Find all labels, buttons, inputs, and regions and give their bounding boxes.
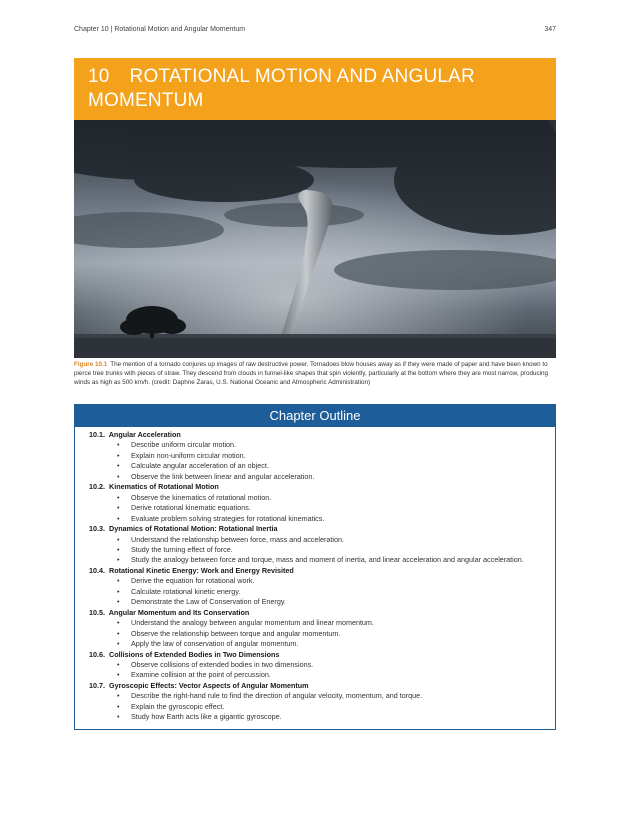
outline-section bbox=[89, 430, 545, 440]
chapter-banner bbox=[74, 58, 556, 120]
running-title: Chapter 10 | Rotational Motion and Angular Momentum bbox=[74, 26, 246, 33]
objective-item: • Apply the law of conservation of angular momentum. bbox=[117, 639, 545, 649]
objective-item: • Examine collision at the point of percussion. bbox=[117, 670, 545, 680]
objective-item: • Study the turning effect of force. bbox=[117, 545, 545, 555]
section-title: Rotational Kinetic Energy: Work and Energy Revisited bbox=[109, 565, 294, 575]
page-number: 347 bbox=[544, 26, 556, 33]
outline-section bbox=[89, 482, 545, 492]
objective-item: • Calculate angular acceleration of an object. bbox=[117, 461, 545, 471]
objective-item: • Understand the relationship between force, mass and acceleration. bbox=[117, 535, 545, 545]
objective-item: • Describe the right-hand rule to find the direction of angular velocity, momentum, and torque. bbox=[117, 691, 545, 701]
objective-item: • Explain the gyroscopic effect. bbox=[117, 702, 545, 712]
objective-list bbox=[89, 691, 545, 722]
tornado-photo bbox=[74, 120, 556, 358]
figure-label: Figure 10.1 bbox=[74, 361, 108, 368]
outline-body bbox=[75, 427, 555, 723]
section-number: 10.2. bbox=[89, 482, 105, 492]
outline-section bbox=[89, 681, 545, 691]
objective-item: • Study the analogy between force and torque, mass and moment of inertia, and linear acceleration and angular acceleration. bbox=[117, 555, 545, 565]
objective-item: • Observe the relationship between torque and angular momentum. bbox=[117, 629, 545, 639]
objective-item: • Describe uniform circular motion. bbox=[117, 440, 545, 450]
objective-item: • Study how Earth acts like a gigantic gyroscope. bbox=[117, 712, 545, 722]
section-title: Collisions of Extended Bodies in Two Dimensions bbox=[109, 649, 280, 659]
section-title: Angular Momentum and Its Conservation bbox=[108, 607, 250, 617]
objective-item: • Observe the link between linear and angular acceleration. bbox=[117, 472, 545, 482]
objective-list bbox=[89, 440, 545, 482]
tornado-photo-graphic bbox=[74, 120, 556, 358]
chapter-number: 10 bbox=[88, 66, 110, 87]
section-number: 10.4. bbox=[89, 565, 105, 575]
section-title: Dynamics of Rotational Motion: Rotational Inertia bbox=[109, 524, 278, 534]
outline-section bbox=[89, 650, 545, 660]
objective-item: • Observe the kinematics of rotational motion. bbox=[117, 493, 545, 503]
objective-item: • Understand the analogy between angular momentum and linear momentum. bbox=[117, 618, 545, 628]
objective-item: • Calculate rotational kinetic energy. bbox=[117, 587, 545, 597]
chapter-title bbox=[88, 65, 542, 113]
figure-caption bbox=[74, 361, 556, 387]
objective-list bbox=[89, 618, 545, 649]
objective-item: • Demonstrate the Law of Conservation of Energy. bbox=[117, 597, 545, 607]
chapter-outline bbox=[74, 404, 556, 730]
figure-caption-text: The mention of a tornado conjures up images of raw destructive power. Tornadoes blow houses away as if they were made of paper and have been known to pierce tree trunks with pieces of straw. They descend from clouds in funnel-like shapes that spin violently, particularly at the bottom where they are most narrow, producing winds as high as 500 km/h. (credit: Daphne Zaras, U.S. National Oceanic and Atmospheric Administration) bbox=[74, 361, 549, 386]
section-title: Gyroscopic Effects: Vector Aspects of Angular Momentum bbox=[109, 680, 309, 690]
running-header bbox=[74, 26, 556, 33]
element-3 bbox=[74, 338, 556, 358]
outline-section bbox=[89, 566, 545, 576]
section-number: 10.3. bbox=[89, 524, 105, 534]
section-title: Angular Acceleration bbox=[108, 430, 181, 439]
outline-section bbox=[89, 524, 545, 534]
objective-item: • Explain non-uniform circular motion. bbox=[117, 451, 545, 461]
objective-list bbox=[89, 493, 545, 524]
objective-item: • Derive the equation for rotational work. bbox=[117, 576, 545, 586]
outline-heading: Chapter Outline bbox=[75, 405, 555, 427]
objective-item: • Observe collisions of extended bodies in two dimensions. bbox=[117, 660, 545, 670]
objective-item: • Derive rotational kinematic equations. bbox=[117, 503, 545, 513]
objective-item: • Evaluate problem solving strategies for rotational kinematics. bbox=[117, 514, 545, 524]
section-title: Kinematics of Rotational Motion bbox=[109, 482, 219, 492]
section-number: 10.7. bbox=[89, 680, 105, 690]
objective-list bbox=[89, 535, 545, 566]
outline-section bbox=[89, 608, 545, 618]
chapter-title-text: ROTATIONAL MOTION AND ANGULAR MOMENTUM bbox=[88, 66, 475, 111]
section-number: 10.1. bbox=[89, 430, 105, 439]
section-number: 10.5. bbox=[89, 607, 105, 617]
objective-list bbox=[89, 576, 545, 607]
objective-list bbox=[89, 660, 545, 681]
section-number: 10.6. bbox=[89, 649, 105, 659]
